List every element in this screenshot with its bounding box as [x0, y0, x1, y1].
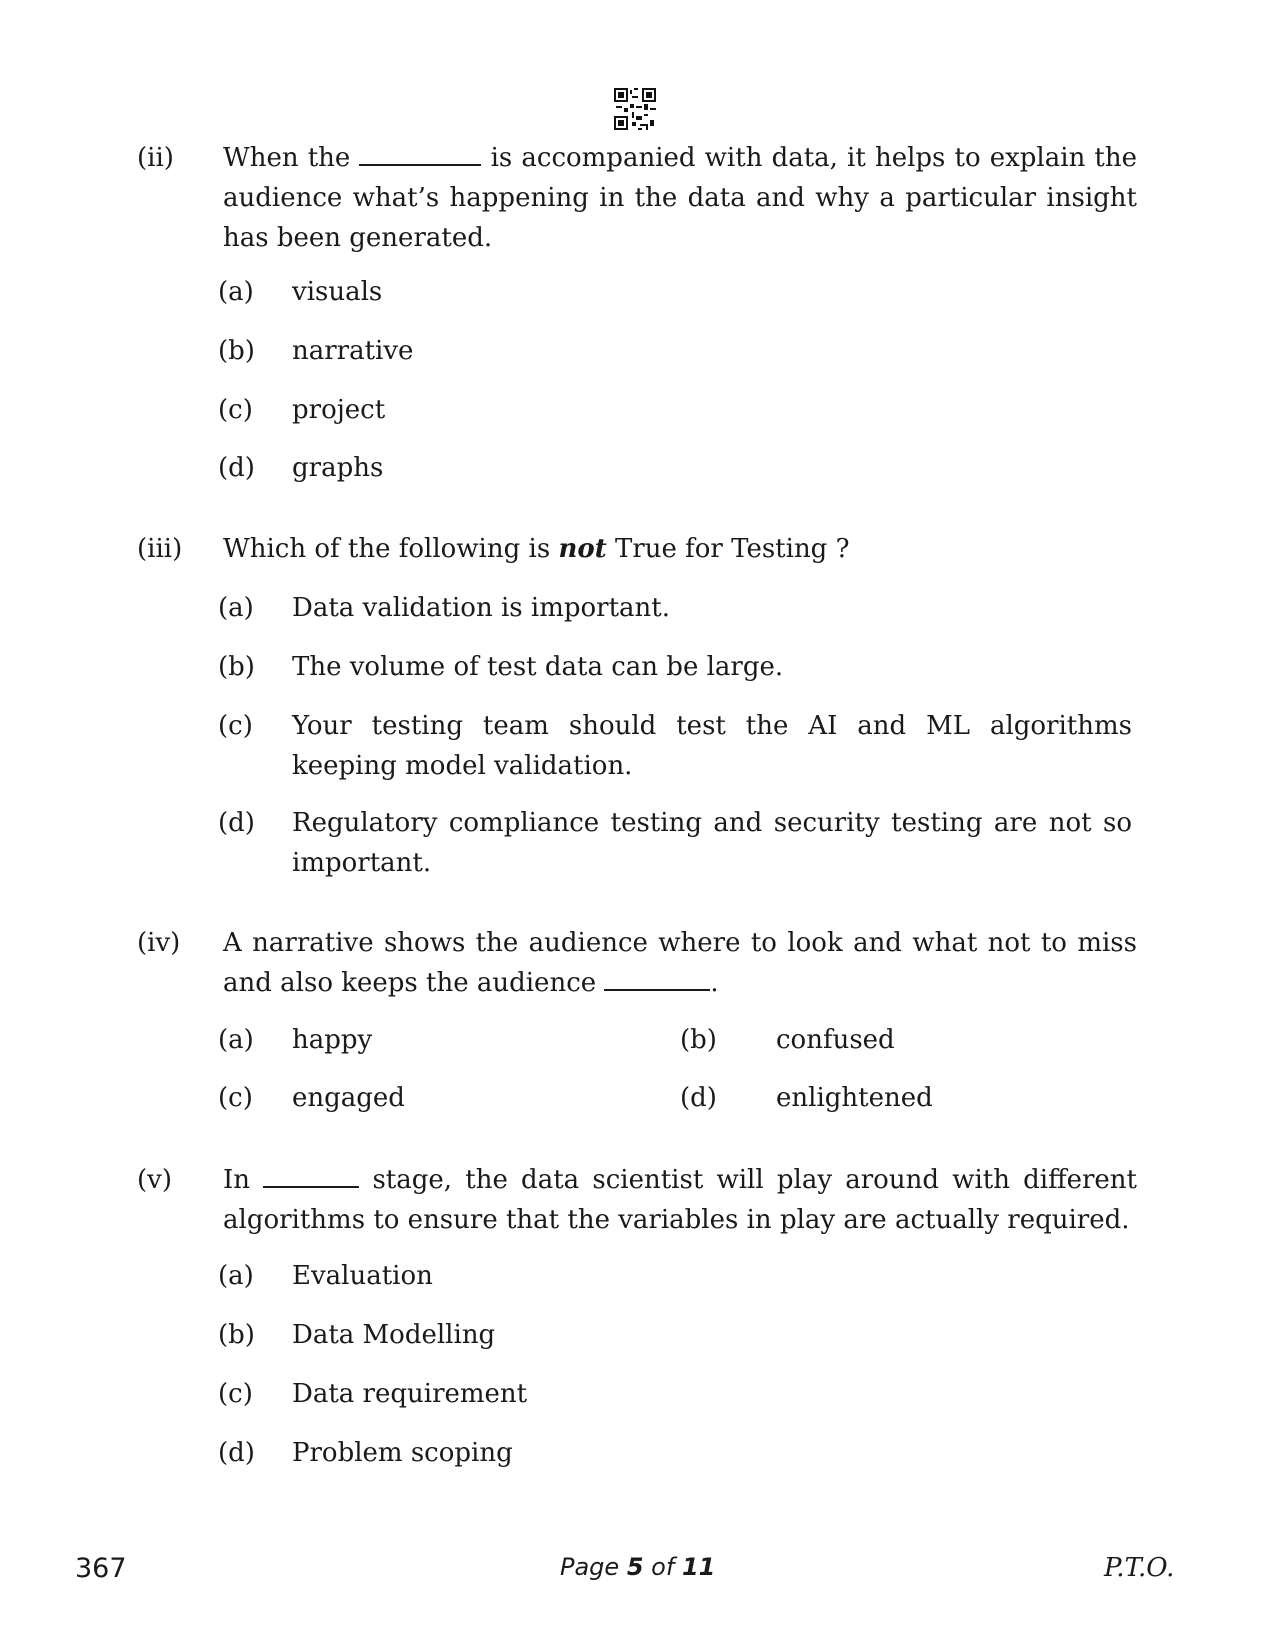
page-number: Page 5 of 11	[560, 1553, 716, 1581]
exam-page: (ii) When the is accompanied with data, it helps to explain the audience what’s happening in the data and why a particular insight has been generated. (a) visuals (b) narrative (c) project (d) graphs (iii) Which of the following is not True for Testing ? (a) Data validation is important. (b) The volume of test data can be large. (c) Your testing team should test the AI and ML algorithms keeping model validation. (d) Regulatory compliance testing and security testing are not so important. (iv) A narrative shows the audience where to look and what not to miss and also keeps the audience . (a) happy (b) confused (c) engaged (d) enlightened (v) In stage, the data scientist will play around with different algorithms to ensure that the variables in play are actually required. (a) Evaluation (b) Data Modelling (c) Data requirement (d) Problem scoping 367 Page 5 of 11 P.T.O.	[0, 0, 1275, 1651]
emphasis-text: not	[558, 534, 607, 564]
question-number: (ii)	[137, 143, 174, 173]
qr-code-icon	[614, 88, 656, 130]
fill-blank	[604, 967, 710, 991]
paper-code: 367	[75, 1553, 127, 1584]
question-text: When the is accompanied with data, it helps to explain the audience what’s happening in the data and why a particular insight has been generated.	[223, 143, 1138, 253]
fill-blank	[263, 1164, 359, 1188]
pto-label: P.T.O.	[1104, 1553, 1175, 1583]
question-number: (v)	[137, 1165, 172, 1195]
question-text: Which of the following is not True for Testing ?	[223, 534, 850, 564]
fill-blank	[359, 142, 481, 166]
question-text: A narrative shows the audience where to look and what not to miss and also keeps the audience .	[223, 928, 1137, 998]
question-number: (iii)	[137, 534, 183, 564]
question-text: In stage, the data scientist will play around with different algorithms to ensure that the variables in play are actually required.	[223, 1165, 1137, 1235]
question-number: (iv)	[137, 928, 181, 958]
